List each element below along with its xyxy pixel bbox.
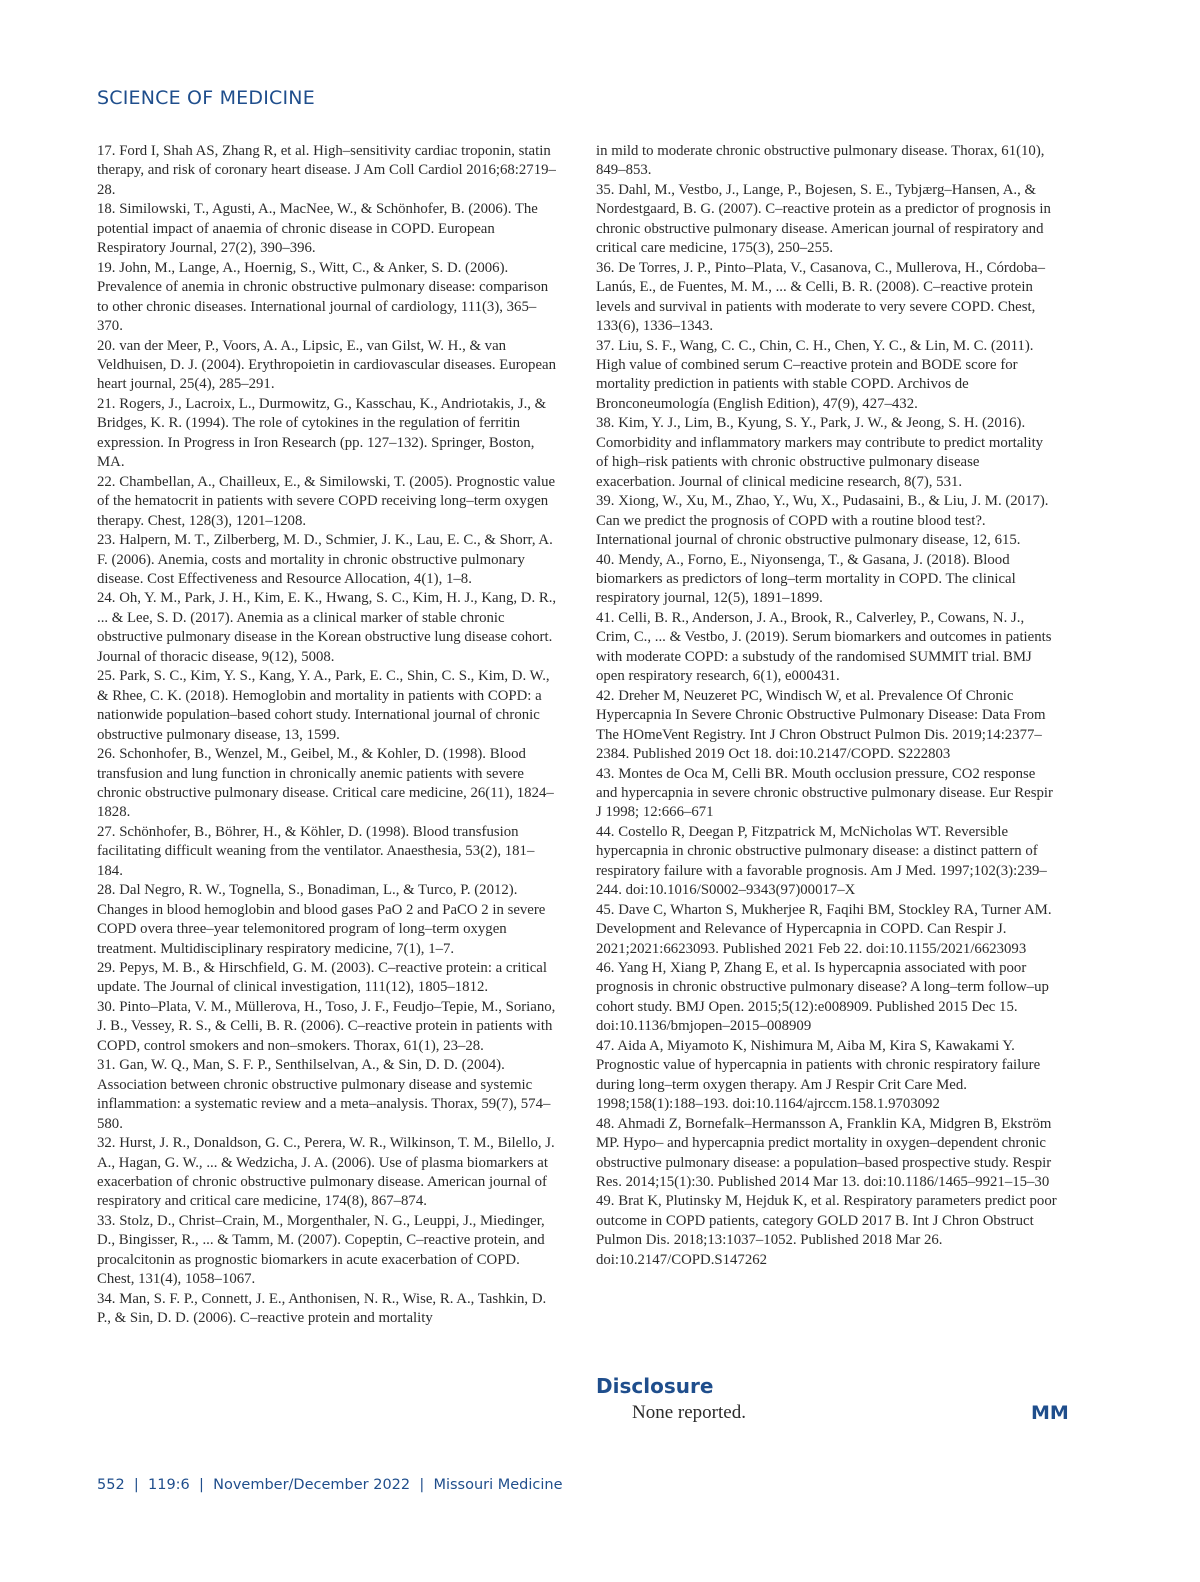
- reference-18: 18. Similowski, T., Agusti, A., MacNee, W., & Schönhofer, B. (2006). The potential impact of anaemia of chronic disease in COPD. European Respiratory Journal, 27(2), 390–396.: [97, 201, 538, 257]
- reference-45: 45. Dave C, Wharton S, Mukherjee R, Faqihi BM, Stockley RA, Turner AM. Development and Relevance of Hypercapnia in COPD. Can Respir J. 2021;2021:6623093. Published 2021 Feb 22. doi:10.1155/2021/6623093: [596, 901, 1052, 957]
- reference-34-continued: in mild to moderate chronic obstructive pulmonary disease. Thorax, 61(10), 849–853.: [596, 143, 1045, 179]
- reference-28: 28. Dal Negro, R. W., Tognella, S., Bonadiman, L., & Turco, P. (2012). Changes in blood hemoglobin and blood gases PaO 2 and PaCO 2 in severe COPD overa three–year telemonitored program of long–term oxygen treatment. Multidisciplinary respiratory medicine, 7(1), 1–7.: [97, 882, 546, 957]
- section-header: SCIENCE OF MEDICINE: [97, 87, 315, 109]
- reference-40: 40. Mendy, A., Forno, E., Niyonsenga, T., & Gasana, J. (2018). Blood biomarkers as predictors of long–term mortality in COPD. The clinical respiratory journal, 12(5), 1891–1899.: [596, 551, 1016, 607]
- reference-44: 44. Costello R, Deegan P, Fitzpatrick M, McNicholas WT. Reversible hypercapnia in chronic obstructive pulmonary disease: a distinct pattern of respiratory failure with a favorable prognosis. Am J Med. 1997;102(3):239–244. doi:10.1016/S0002–9343(97)00017–X: [596, 823, 1047, 899]
- reference-49: 49. Brat K, Plutinsky M, Hejduk K, et al. Respiratory parameters predict poor outcome in COPD patients, category GOLD 2017 B. Int J Chron Obstruct Pulmon Dis. 2018;13:1037–1052. Published 2018 Mar 26. doi:10.2147/COPD.S147262: [596, 1193, 1057, 1268]
- reference-23: 23. Halpern, M. T., Zilberberg, M. D., Schmier, J. K., Lau, E. C., & Shorr, A. F. (2006). Anemia, costs and mortality in chronic obstructive pulmonary disease. Cost Effectiveness and Resource Allocation, 4(1), 1–8.: [97, 532, 553, 587]
- reference-25: 25. Park, S. C., Kim, Y. S., Kang, Y. A., Park, E. C., Shin, C. S., Kim, D. W., & Rhee, C. K. (2018). Hemoglobin and mortality in patients with COPD: a nationwide population–based cohort study. International journal of chronic obstructive pulmonary disease, 13, 1599.: [97, 668, 550, 743]
- reference-19: 19. John, M., Lange, A., Hoernig, S., Witt, C., & Anker, S. D. (2006). Prevalence of anemia in chronic obstructive pulmonary disease: comparison to other chronic diseases. International journal of cardiology, 111(3), 365–370.: [97, 259, 549, 335]
- reference-30: 30. Pinto–Plata, V. M., Müllerova, H., Toso, J. F., Feudjo–Tepie, M., Soriano, J. B., Vessey, R. S., & Celli, B. R. (2006). C–reactive protein in patients with COPD, control smokers and non–smokers. Thorax, 61(1), 23–28.: [97, 998, 556, 1054]
- reference-38: 38. Kim, Y. J., Lim, B., Kyung, S. Y., Park, J. W., & Jeong, S. H. (2016). Comorbidity and inflammatory markers may contribute to predict mortality of high–risk patients with chronic obstructive pulmonary disease exacerbation. Journal of clinical medicine research, 8(7), 531.: [596, 415, 1044, 490]
- references-right-column: [596, 142, 1058, 1270]
- reference-27: 27. Schönhofer, B., Böhrer, H., & Köhler, D. (1998). Blood transfusion facilitating difficult weaning from the ventilator. Anaesthesia, 53(2), 181–184.: [97, 823, 535, 879]
- references-left-column: [97, 142, 557, 1329]
- reference-34: 34. Man, S. F. P., Connett, J. E., Anthonisen, N. R., Wise, R. A., Tashkin, D. P., & Sin, D. D. (2006). C–reactive protein and mortality: [97, 1290, 547, 1327]
- reference-29: 29. Pepys, M. B., & Hirschfield, G. M. (2003). C–reactive protein: a critical update. The Journal of clinical investigation, 111(12), 1805–1812.: [97, 960, 547, 996]
- reference-24: 24. Oh, Y. M., Park, J. H., Kim, E. K., Hwang, S. C., Kim, H. J., Kang, D. R., ... & Lee, S. D. (2017). Anemia as a clinical marker of stable chronic obstructive pulmonary disease in the Korean obstructive lung disease cohort. Journal of thoracic disease, 9(12), 5008.: [97, 590, 557, 665]
- end-mark: MM: [1031, 1402, 1069, 1424]
- reference-46: 46. Yang H, Xiang P, Zhang E, et al. Is hypercapnia associated with poor prognosis in chronic obstructive pulmonary disease? A long–term follow–up cohort study. BMJ Open. 2015;5(12):e008909. Published 2015 Dec 15. doi:10.1136/bmjopen–2015–008909: [596, 960, 1049, 1035]
- reference-43: 43. Montes de Oca M, Celli BR. Mouth occlusion pressure, CO2 response and hypercapnia in severe chronic obstructive pulmonary disease. Eur Respir J 1998; 12:666–671: [596, 765, 1053, 821]
- reference-35: 35. Dahl, M., Vestbo, J., Lange, P., Bojesen, S. E., Tybjærg–Hansen, A., & Nordestgaard, B. G. (2007). C–reactive protein as a predictor of prognosis in chronic obstructive pulmonary disease. American journal of respiratory and critical care medicine, 175(3), 250–255.: [596, 181, 1051, 257]
- disclosure-heading: Disclosure: [596, 1374, 714, 1398]
- reference-36: 36. De Torres, J. P., Pinto–Plata, V., Casanova, C., Mullerova, H., Córdoba–Lanús, E., de Fuentes, M. M., ... & Celli, B. R. (2008). C–reactive protein levels and survival in patients with moderate to very severe COPD. Chest, 133(6), 1336–1343.: [596, 259, 1046, 335]
- reference-37: 37. Liu, S. F., Wang, C. C., Chin, C. H., Chen, Y. C., & Lin, M. C. (2011). High value of combined serum C–reactive protein and BODE score for mortality prediction in patients with stable COPD. Archivos de Bronconeumología (English Edition), 47(9), 427–432.: [596, 337, 1034, 412]
- reference-31: 31. Gan, W. Q., Man, S. F. P., Senthilselvan, A., & Sin, D. D. (2004). Association between chronic obstructive pulmonary disease and systemic inflammation: a systematic review and a meta–analysis. Thorax, 59(7), 574–580.: [97, 1057, 551, 1132]
- reference-32: 32. Hurst, J. R., Donaldson, G. C., Perera, W. R., Wilkinson, T. M., Bilello, J. A., Hagan, G. W., ... & Wedzicha, J. A. (2006). Use of plasma biomarkers at exacerbation of chronic obstructive pulmonary disease. American journal of respiratory and critical care medicine, 174(8), 867–874.: [97, 1135, 555, 1210]
- reference-33: 33. Stolz, D., Christ–Crain, M., Morgenthaler, N. G., Leuppi, J., Miedinger, D., Bingisser, R., ... & Tamm, M. (2007). Copeptin, C–reactive protein, and procalcitonin as prognostic biomarkers in acute exacerbation of COPD. Chest, 131(4), 1058–1067.: [97, 1212, 545, 1288]
- disclosure-section: [596, 1374, 746, 1424]
- disclosure-text: None reported.: [632, 1402, 746, 1423]
- reference-39: 39. Xiong, W., Xu, M., Zhao, Y., Wu, X., Pudasaini, B., & Liu, J. M. (2017). Can we predict the prognosis of COPD with a routine blood test?. International journal of chronic obstructive pulmonary disease, 12, 615.: [596, 493, 1049, 549]
- reference-47: 47. Aida A, Miyamoto K, Nishimura M, Aiba M, Kira S, Kawakami Y. Prognostic value of hypercapnia in patients with chronic respiratory failure during long–term oxygen therapy. Am J Respir Crit Care Med. 1998;158(1):188–193. doi:10.1164/ajrccm.158.1.9703092: [596, 1037, 1041, 1113]
- reference-20: 20. van der Meer, P., Voors, A. A., Lipsic, E., van Gilst, W. H., & van Veldhuisen, D. J. (2004). Erythropoietin in cardiovascular diseases. European heart journal, 25(4), 285–291.: [97, 337, 556, 393]
- reference-26: 26. Schonhofer, B., Wenzel, M., Geibel, M., & Kohler, D. (1998). Blood transfusion and lung function in chronically anemic patients with severe chronic obstructive pulmonary disease. Critical care medicine, 26(11), 1824–1828.: [97, 746, 554, 821]
- reference-41: 41. Celli, B. R., Anderson, J. A., Brook, R., Calverley, P., Cowans, N. J., Crim, C., ... & Vestbo, J. (2019). Serum biomarkers and outcomes in patients with moderate COPD: a substudy of the randomised SUMMIT trial. BMJ open respiratory research, 6(1), e000431.: [596, 609, 1052, 685]
- page-footer: 552 | 119:6 | November/December 2022 | Missouri Medicine: [97, 1477, 563, 1493]
- reference-17: 17. Ford I, Shah AS, Zhang R, et al. High–sensitivity cardiac troponin, statin therapy, and risk of coronary heart disease. J Am Coll Cardiol 2016;68:2719–28.: [97, 143, 556, 198]
- reference-48: 48. Ahmadi Z, Bornefalk–Hermansson A, Franklin KA, Midgren B, Ekström MP. Hypo– and hypercapnia predict mortality in oxygen–dependent chronic obstructive pulmonary disease: a population–based prospective study. Respir Res. 2014;15(1):30. Published 2014 Mar 13. doi:10.1186/1465–9921–15–30: [596, 1115, 1052, 1191]
- reference-42: 42. Dreher M, Neuzeret PC, Windisch W, et al. Prevalence Of Chronic Hypercapnia In Severe Chronic Obstructive Pulmonary Disease: Data From The HOmeVent Registry. Int J Chron Obstruct Pulmon Dis. 2019;14:2377–2384. Published 2019 Oct 18. doi:10.2147/COPD. S222803: [596, 687, 1046, 763]
- reference-21: 21. Rogers, J., Lacroix, L., Durmowitz, G., Kasschau, K., Andriotakis, J., & Bridges, K. R. (1994). The role of cytokines in the regulation of ferritin expression. In Progress in Iron Research (pp. 127–132). Springer, Boston, MA.: [97, 395, 547, 471]
- reference-22: 22. Chambellan, A., Chailleux, E., & Similowski, T. (2005). Prognostic value of the hematocrit in patients with severe COPD receiving long–term oxygen therapy. Chest, 128(3), 1201–1208.: [97, 473, 556, 529]
